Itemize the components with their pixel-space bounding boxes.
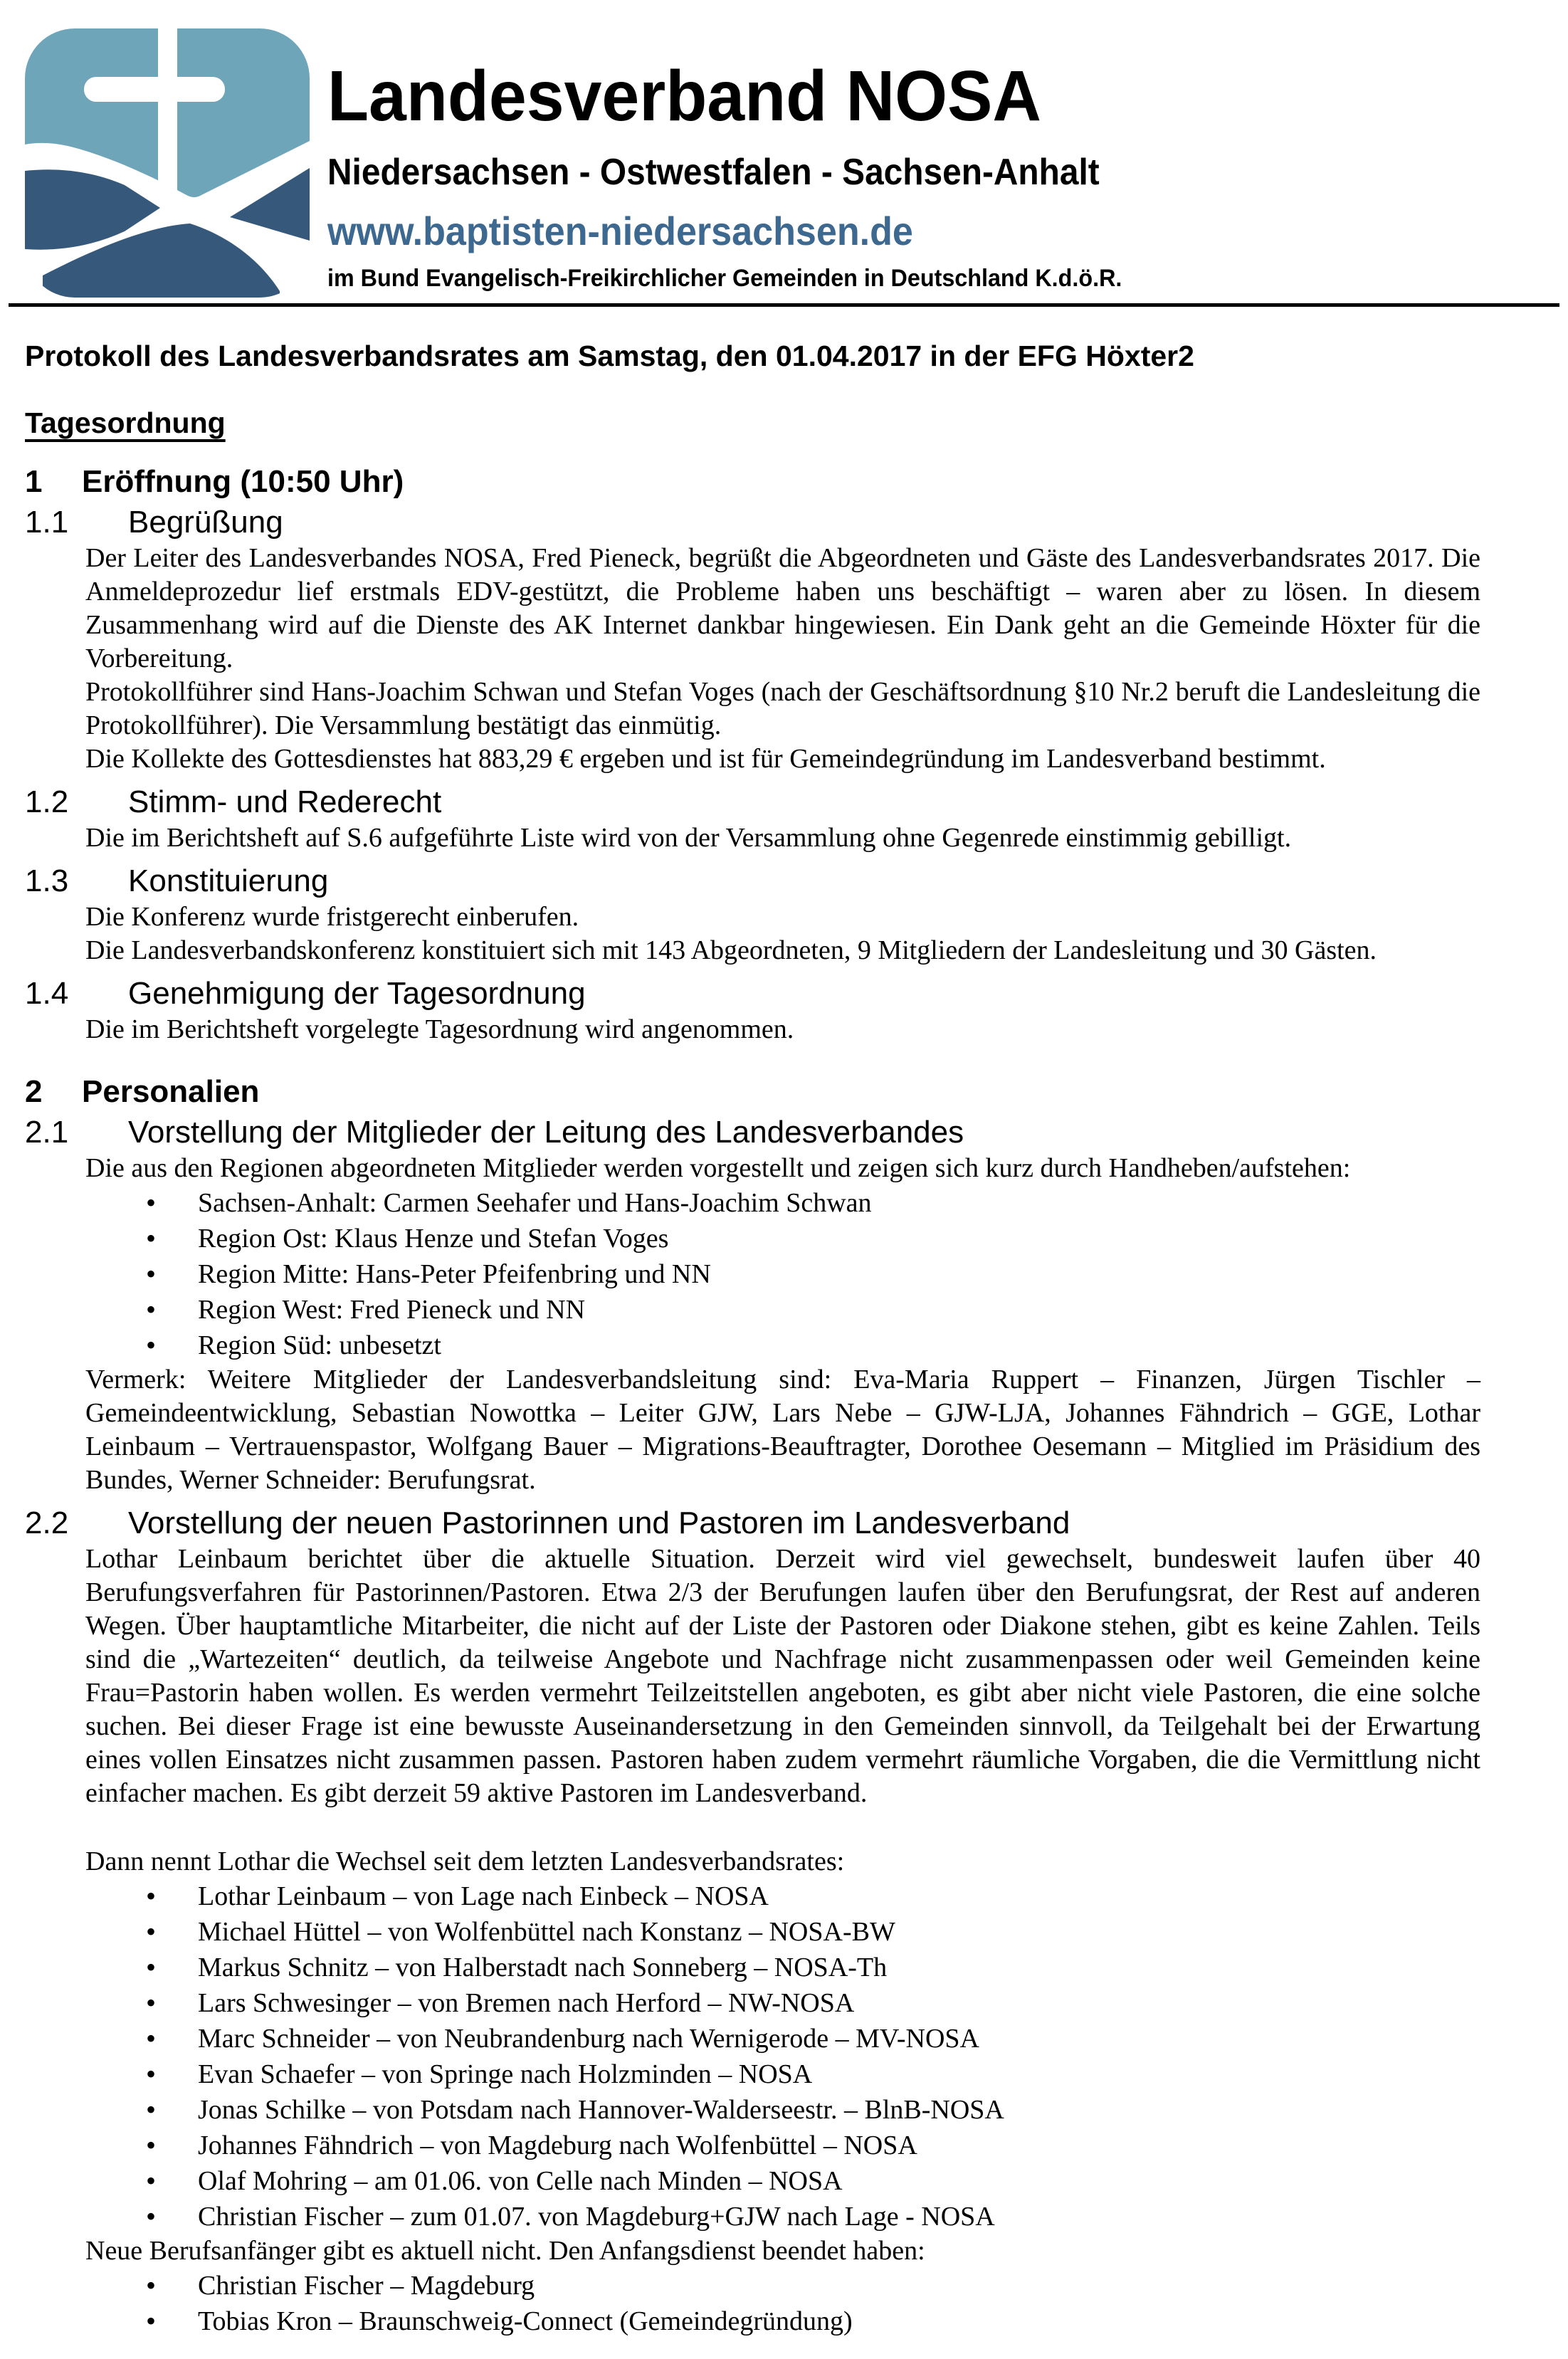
list-item: [146, 2021, 1568, 2056]
agenda-heading: Tagesordnung: [25, 406, 226, 439]
list-item: [146, 1328, 1568, 1363]
section-number: 1.1: [25, 505, 69, 540]
nosa-cross-fish-logo-icon: [25, 28, 310, 298]
section-title: Personalien: [82, 1074, 260, 1109]
paragraph: Protokollführer sind Hans-Joachim Schwan und Stefan Voges (nach der Geschäftsordnung §10 Nr.2 beruft die Landesleitung die Protokollführer). Die Versammlung bestätigt das einmütig.: [85, 677, 1480, 740]
bullet-icon: •: [146, 1880, 157, 1912]
letterhead: [0, 0, 1568, 298]
list-item: [146, 1950, 1568, 1985]
region-members-list: [25, 1185, 1568, 1363]
section-1-3-heading: [25, 863, 1568, 899]
list-item: [146, 2199, 1568, 2234]
section-1-heading: [25, 463, 1568, 500]
list-item: [146, 2128, 1568, 2163]
list-item-text: Olaf Mohring – am 01.06. von Celle nach Minden – NOSA: [198, 2166, 843, 2196]
org-name: Landesverband NOSA: [327, 56, 1042, 136]
bullet-icon: •: [146, 2165, 157, 2197]
bullet-icon: •: [146, 2269, 157, 2301]
bullet-icon: •: [146, 2305, 157, 2337]
section-number: 1.3: [25, 863, 69, 898]
bullet-icon: •: [146, 1951, 157, 1983]
list-item: [146, 1185, 1568, 1221]
note-paragraph: Vermerk: Weitere Mitglieder der Landesverbandsleitung sind: Eva-Maria Ruppert – Finanzen, Jürgen Tischler – Gemeindeentwicklung, Sebastian Nowottka – Leiter GJW, Lars Nebe – GJW-LJA, Johannes Fähndrich – GGE, Lothar Leinbaum – Vertrauenspastor, Wolfgang Bauer – Migrations-Beauftragter, Dorothee Oesemann – Mitglied im Präsidium des Bundes, Werner Schneider: Berufungsrat.: [85, 1365, 1480, 1495]
list-item-text: Marc Schneider – von Neubrandenburg nach Wernigerode – MV-NOSA: [198, 2024, 979, 2054]
bullet-icon: •: [146, 1258, 157, 1290]
list-item: [146, 1292, 1568, 1328]
header-divider: [9, 303, 1559, 307]
section-number: 2.1: [25, 1115, 69, 1150]
list-item: [146, 2056, 1568, 2092]
org-affiliation: im Bund Evangelisch-Freikirchlicher Gemeinden in Deutschland K.d.ö.R.: [327, 265, 1122, 292]
section-1-1-heading: [25, 505, 1568, 540]
section-1-2-heading: [25, 784, 1568, 820]
list-item-text: Jonas Schilke – von Potsdam nach Hannover-Walderseestr. – BlnB-NOSA: [198, 2095, 1004, 2125]
bullet-icon: •: [146, 2058, 157, 2090]
list-item: [146, 1914, 1568, 1950]
section-number: 1: [25, 464, 43, 499]
ended-service-list: [25, 2268, 1568, 2339]
section-number: 1.4: [25, 976, 69, 1011]
bullet-icon: •: [146, 2129, 157, 2161]
pastor-changes-list: [25, 1879, 1568, 2234]
bullet-icon: •: [146, 1329, 157, 1361]
list-item: [146, 1985, 1568, 2021]
paragraph: Die im Berichtsheft auf S.6 aufgeführte Liste wird von der Versammlung ohne Gegenrede einstimmig gebilligt.: [85, 823, 1292, 853]
bullet-icon: •: [146, 2200, 157, 2232]
paragraph: Neue Berufsanfänger gibt es aktuell nicht. Den Anfangsdienst beendet haben:: [85, 2236, 925, 2266]
list-item: [146, 1221, 1568, 1256]
list-item-text: Michael Hüttel – von Wolfenbüttel nach Konstanz – NOSA-BW: [198, 1917, 895, 1947]
list-item-text: Tobias Kron – Braunschweig-Connect (Gemeindegründung): [198, 2306, 853, 2336]
list-item-text: Region Ost: Klaus Henze und Stefan Voges: [198, 1224, 669, 1254]
blank-line: [25, 1810, 1568, 1844]
section-title: Konstituierung: [128, 863, 329, 898]
paragraph: Die aus den Regionen abgeordneten Mitglieder werden vorgestellt und zeigen sich kurz durch Handheben/aufstehen:: [85, 1153, 1351, 1183]
list-item-text: Johannes Fähndrich – von Magdeburg nach Wolfenbüttel – NOSA: [198, 2131, 917, 2160]
list-item-text: Christian Fischer – zum 01.07. von Magdeburg+GJW nach Lage - NOSA: [198, 2202, 995, 2232]
section-title: Vorstellung der Mitglieder der Leitung des Landesverbandes: [128, 1115, 964, 1150]
list-item-text: Christian Fischer – Magdeburg: [198, 2271, 535, 2301]
list-item: [146, 2268, 1568, 2303]
section-1-4-heading: [25, 976, 1568, 1012]
paragraph: Der Leiter des Landesverbandes NOSA, Fred Pieneck, begrüßt die Abgeordneten und Gäste des Landesverbandsrates 2017. Die Anmeldeprozedur lief erstmals EDV-gestützt, die Probleme haben uns beschäftigt – waren aber zu lösen. In diesem Zusammenhang wird auf die Dienste des AK Internet dankbar hingewiesen. Ein Dank geht an die Gemeinde Höxter für die Vorbereitung.: [85, 543, 1480, 673]
list-item: [146, 1879, 1568, 1914]
document-title: Protokoll des Landesverbandsrates am Samstag, den 01.04.2017 in der EFG Höxter2: [25, 340, 1194, 372]
list-item-text: Lars Schwesinger – von Bremen nach Herford – NW-NOSA: [198, 1988, 855, 2018]
list-item-text: Lothar Leinbaum – von Lage nach Einbeck – NOSA: [198, 1881, 769, 1911]
list-item: [146, 2163, 1568, 2199]
logo-cross-vertical: [158, 28, 177, 206]
section-number: 1.2: [25, 784, 69, 819]
section-2-2-heading: [25, 1506, 1568, 1541]
bullet-icon: •: [146, 1987, 157, 2019]
list-item: [146, 2303, 1568, 2339]
paragraph: Dann nennt Lothar die Wechsel seit dem letzten Landesverbandsrates:: [85, 1846, 845, 1876]
bullet-icon: •: [146, 1293, 157, 1325]
section-title: Eröffnung (10:50 Uhr): [82, 464, 404, 499]
list-item-text: Region Süd: unbesetzt: [198, 1330, 441, 1360]
bullet-icon: •: [146, 2022, 157, 2054]
bullet-icon: •: [146, 1222, 157, 1254]
org-website-link[interactable]: www.baptisten-niedersachsen.de: [327, 209, 913, 253]
section-title: Stimm- und Rederecht: [128, 784, 442, 819]
paragraph: Die Konferenz wurde fristgerecht einberufen.: [85, 902, 579, 932]
paragraph: Die im Berichtsheft vorgelegte Tagesordnung wird angenommen.: [85, 1014, 794, 1044]
section-title: Genehmigung der Tagesordnung: [128, 976, 586, 1011]
bullet-icon: •: [146, 1916, 157, 1948]
list-item: [146, 1256, 1568, 1292]
bullet-icon: •: [146, 2093, 157, 2126]
logo-cross-horizontal: [84, 77, 225, 102]
list-item-text: Sachsen-Anhalt: Carmen Seehafer und Hans-Joachim Schwan: [198, 1188, 872, 1218]
paragraph: Die Landesverbandskonferenz konstituiert sich mit 143 Abgeordneten, 9 Mitgliedern der Landesleitung und 30 Gästen.: [85, 935, 1377, 965]
list-item-text: Region West: Fred Pieneck und NN: [198, 1295, 586, 1325]
bullet-icon: •: [146, 1187, 157, 1219]
list-item-text: Evan Schaefer – von Springe nach Holzminden – NOSA: [198, 2059, 813, 2089]
paragraph: Lothar Leinbaum berichtet über die aktuelle Situation. Derzeit wird viel gewechselt, bundesweit laufen über 40 Berufungsverfahren für Pastorinnen/Pastoren. Etwa 2/3 der Berufungen laufen über den Berufungsrat, der Rest auf anderen Wegen. Über hauptamtliche Mitarbeiter, die nicht auf der Liste der Pastoren oder Diakone stehen, gibt es keine Zahlen. Teils sind die „Wartezeiten“ deutlich, da teilweise Angebote und Nachfrage nicht zusammenpassen oder weil Gemeinden keine Frau=Pastorin haben wollen. Es werden vermehrt Teilzeitstellen angeboten, es gibt aber nicht viele Pastoren, die eine solche suchen. Bei dieser Frage ist eine bewusste Auseinandersetzung in den Gemeinden sinnvoll, da Teilgehalt bei der Erwartung eines vollen Einsatzes nicht zusammen passen. Pastoren haben zudem vermehrt räumliche Vorgaben, die die Vermittlung nicht einfacher machen. Es gibt derzeit 59 aktive Pastoren im Landesverband.: [85, 1544, 1480, 1808]
org-region-line: Niedersachsen - Ostwestfalen - Sachsen-Anhalt: [327, 152, 1100, 193]
list-item-text: Region Mitte: Hans-Peter Pfeifenbring und NN: [198, 1259, 711, 1289]
list-item: [146, 2092, 1568, 2128]
section-title: Vorstellung der neuen Pastorinnen und Pastoren im Landesverband: [128, 1506, 1070, 1540]
section-2-heading: [25, 1073, 1568, 1110]
section-number: 2.2: [25, 1506, 69, 1540]
protocol-body: [0, 338, 1568, 2339]
section-2-1-heading: [25, 1115, 1568, 1150]
section-number: 2: [25, 1074, 43, 1109]
letterhead-text: [327, 28, 1167, 298]
list-item-text: Markus Schnitz – von Halberstadt nach Sonneberg – NOSA-Th: [198, 1953, 888, 1982]
section-title: Begrüßung: [128, 505, 283, 540]
paragraph: Die Kollekte des Gottesdienstes hat 883,29 € ergeben und ist für Gemeindegründung im Landesverband bestimmt.: [85, 744, 1326, 774]
